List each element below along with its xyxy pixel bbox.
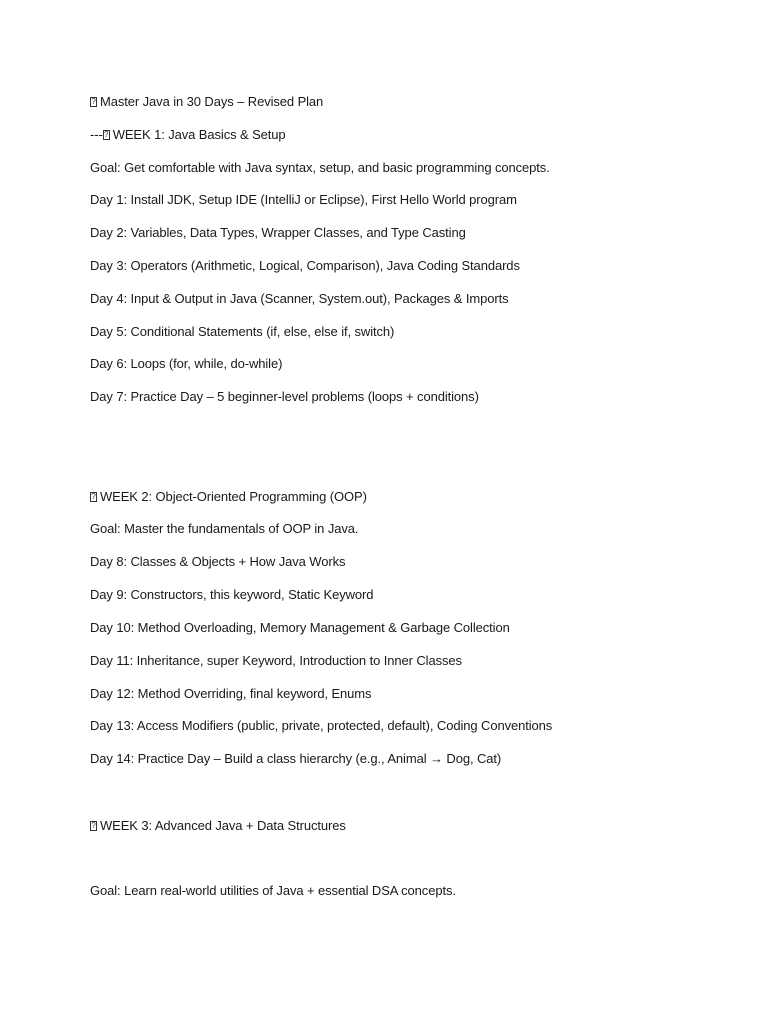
day-2: Day 2: Variables, Data Types, Wrapper Classes, and Type Casting xyxy=(90,225,466,240)
missing-glyph-icon xyxy=(90,492,97,502)
missing-glyph-icon xyxy=(90,97,97,107)
week1-goal: Goal: Get comfortable with Java syntax, setup, and basic programming concepts. xyxy=(90,160,550,175)
day-13: Day 13: Access Modifiers (public, private, protected, default), Coding Conventions xyxy=(90,718,553,733)
day-12: Day 12: Method Overriding, final keyword, Enums xyxy=(90,686,372,701)
week3-goal: Goal: Learn real-world utilities of Java + essential DSA concepts. xyxy=(90,883,456,898)
day-14: Day 14: Practice Day – Build a class hierarchy (e.g., Animal → Dog, Cat) xyxy=(90,751,502,766)
day-11: Day 11: Inheritance, super Keyword, Introduction to Inner Classes xyxy=(90,653,462,668)
week2-heading xyxy=(90,489,367,505)
day-3: Day 3: Operators (Arithmetic, Logical, Comparison), Java Coding Standards xyxy=(90,258,520,273)
week1-heading xyxy=(90,127,286,143)
day-5: Day 5: Conditional Statements (if, else, else if, switch) xyxy=(90,324,395,339)
week1-prefix: --- xyxy=(90,127,103,142)
day-9: Day 9: Constructors, this keyword, Static Keyword xyxy=(90,587,374,602)
day-1: Day 1: Install JDK, Setup IDE (IntelliJ or Eclipse), First Hello World program xyxy=(90,192,517,207)
document-title xyxy=(90,94,323,110)
day-8: Day 8: Classes & Objects + How Java Works xyxy=(90,554,346,569)
missing-glyph-icon xyxy=(90,821,97,831)
week2-goal: Goal: Master the fundamentals of OOP in Java. xyxy=(90,521,359,536)
day-6: Day 6: Loops (for, while, do-while) xyxy=(90,356,283,371)
week2-heading-text: WEEK 2: Object-Oriented Programming (OOP) xyxy=(100,489,367,504)
day-10: Day 10: Method Overloading, Memory Management & Garbage Collection xyxy=(90,620,510,635)
day-7: Day 7: Practice Day – 5 beginner-level problems (loops + conditions) xyxy=(90,389,479,404)
document-title-text: Master Java in 30 Days – Revised Plan xyxy=(100,94,324,109)
missing-glyph-icon xyxy=(103,130,110,140)
week1-heading-text: WEEK 1: Java Basics & Setup xyxy=(112,127,286,142)
week3-heading-text: WEEK 3: Advanced Java + Data Structures xyxy=(100,818,346,833)
day-4: Day 4: Input & Output in Java (Scanner, System.out), Packages & Imports xyxy=(90,291,509,306)
week3-heading xyxy=(90,818,346,834)
